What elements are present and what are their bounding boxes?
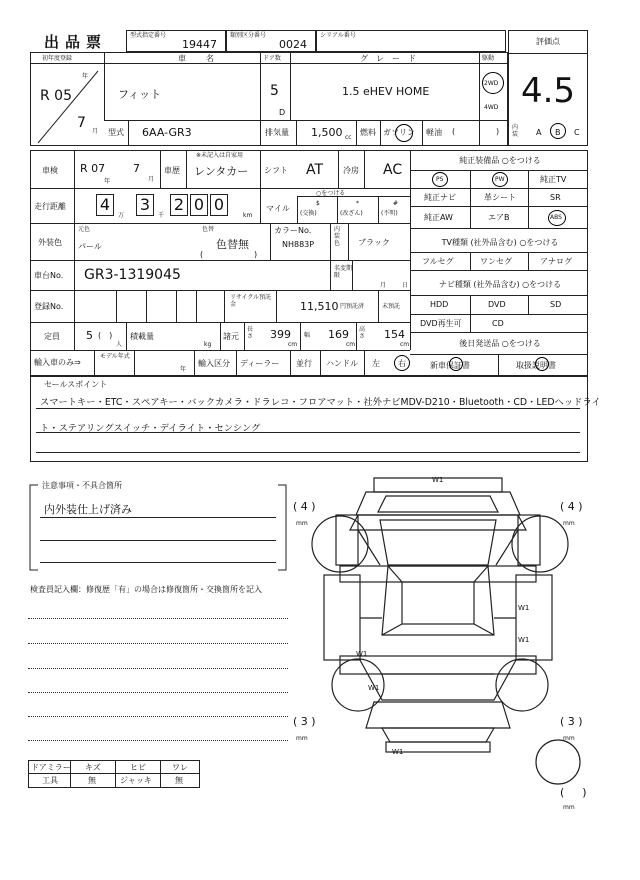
capacity-label: 定員	[44, 332, 60, 341]
sym-exch: $	[316, 200, 320, 207]
displacement: 1,500	[311, 126, 343, 139]
mark-2: W1	[518, 604, 530, 612]
sym-kaizan: *	[356, 200, 359, 207]
mark-6: W1	[392, 748, 404, 756]
ninsho-value: 19447	[182, 38, 217, 51]
drive-2wd: 2WD	[484, 80, 499, 87]
later-1: 新車保証書	[430, 361, 470, 370]
dealer: ディーラー	[240, 359, 280, 368]
chassis: GR3-1319045	[84, 267, 181, 283]
interior-color-label: 内装色	[334, 226, 341, 247]
capacity-unit: 人	[116, 341, 123, 348]
tire-rr-unit: mm	[563, 735, 575, 742]
mileage-km: km	[243, 212, 253, 219]
tire-spare: ( )	[560, 786, 587, 799]
iro-paren: (	[200, 250, 204, 259]
fuel-label: 燃料	[360, 128, 376, 137]
later-circle-2	[535, 357, 549, 371]
shaken-year: 年	[104, 178, 111, 185]
chassis-label: 車台No.	[34, 271, 64, 280]
door-d: D	[279, 108, 286, 117]
car-name: フィット	[118, 88, 162, 101]
usage-label: 車歴	[164, 166, 180, 175]
navi-2: DVD	[488, 300, 506, 309]
loading-label: 積載量	[130, 332, 154, 341]
mark-1: W1	[432, 476, 444, 484]
model-label: 型式	[108, 128, 124, 137]
navi-label: ナビ種類 (社外品含む) ○をつける	[438, 280, 562, 289]
model: 6AA-GR3	[142, 126, 192, 139]
first-reg-year-unit: 年	[82, 73, 89, 80]
doors-label: ドア数	[263, 55, 281, 62]
mark-3: W1	[518, 636, 530, 644]
page-title: 出品票	[44, 33, 108, 51]
equip-label: 純正装備品 ○をつける	[459, 156, 541, 165]
handle-left: 左	[372, 359, 380, 368]
sales-line-1: スマートキー・ETC・スペアキー・バックカメラ・ドラレコ・フロアマット・社外ナビMDV-D210・Bluetooth・CD・LEDヘッドライ	[40, 397, 601, 408]
mileage-man: 万	[118, 212, 125, 219]
shaken-era: R 07	[80, 162, 106, 175]
car-diagram	[290, 470, 590, 810]
mileage-label: 走行距離	[34, 202, 66, 211]
tire-rl-unit: mm	[296, 735, 308, 742]
later-2: 取扱説明書	[516, 361, 556, 370]
mileage-sen: 千	[158, 212, 165, 219]
doors: 5	[270, 83, 279, 99]
iro-paren-close: )	[254, 250, 258, 259]
interior-b: B	[555, 128, 561, 137]
wid-label: 幅	[304, 332, 311, 339]
equip-8: エアB	[488, 213, 510, 222]
usage-note: ※未記入は自家用	[196, 152, 244, 159]
len-label: 長さ	[247, 326, 254, 340]
handle-right: 右	[398, 359, 406, 368]
equip-1: PS	[436, 176, 444, 183]
later-circle-1	[449, 357, 463, 371]
equip-9: ABS	[550, 214, 562, 221]
interior-label: 内装	[512, 124, 519, 138]
recycle-label: リサイクル預託金	[230, 294, 272, 308]
mark-label: ○をつける	[316, 190, 346, 197]
height-unit: cm	[400, 341, 410, 348]
equip-3: 純正TV	[540, 175, 567, 184]
cooler-label: 冷房	[343, 166, 359, 175]
other-fuel-paren-close: )	[496, 127, 500, 136]
colorno-label: カラーNo.	[274, 226, 312, 235]
tire-rr: ( 3 )	[560, 715, 583, 728]
height: 154	[384, 328, 405, 341]
other-fuel-paren: (	[452, 127, 456, 136]
meigi-day: 日	[402, 282, 409, 289]
shaken-label: 車検	[42, 166, 58, 175]
cooler: AC	[383, 162, 403, 178]
drive-4wd: 4WD	[484, 104, 499, 111]
notes-bracket	[28, 480, 288, 575]
parts-header-2: キズ	[85, 763, 101, 772]
import-kubun-label: 輸入区分	[198, 359, 230, 368]
recycle-value: 11,510	[300, 300, 339, 313]
navi-3: SD	[550, 300, 562, 309]
equip-4: 純正ナビ	[424, 193, 456, 202]
regno-label: 登録No.	[34, 302, 64, 311]
navi-1: HDD	[430, 300, 449, 309]
later-label: 後日発送品 ○をつける	[459, 339, 541, 348]
sales-label: セールスポイント	[44, 380, 108, 389]
shift-label: シフト	[264, 166, 288, 175]
first-reg-month-unit: 月	[92, 128, 99, 135]
usage: レンタカー	[194, 165, 249, 178]
parts-value-3: ジャッキ	[120, 776, 152, 785]
notes-text: 内外装仕上げ済み	[44, 503, 132, 516]
notes-label: 注意事項・不具合箇所	[42, 481, 122, 490]
parts-header-3: ヒビ	[130, 763, 146, 772]
mileage-digit-2: 3	[136, 194, 154, 216]
moto-color: パール	[78, 242, 102, 251]
inspector-label: 検査員記入欄：修復歴「有」の場合は修復箇所・交換箇所を記入	[30, 585, 262, 594]
mileage-digit-1: 4	[96, 194, 114, 216]
serial-label: シリアル番号	[320, 32, 356, 39]
mile-label: マイル	[266, 204, 290, 213]
ninsho-box	[126, 30, 226, 52]
grade-label: グ レ ー ド	[360, 54, 416, 63]
mark-4: W1	[356, 650, 368, 658]
equip-7: 純正AW	[424, 213, 453, 222]
unpaid: 未預託	[382, 303, 401, 310]
meigi-label: 名変期限	[334, 265, 353, 279]
model-year-unit: 年	[180, 366, 187, 373]
equip-2: PW	[495, 176, 505, 183]
first-reg-month: 7	[77, 115, 86, 131]
handle-label: ハンドル	[326, 359, 358, 368]
shaken-month: 7	[133, 162, 140, 175]
length-unit: cm	[288, 341, 298, 348]
interior-color: ブラック	[358, 238, 390, 247]
tv-1: フルセグ	[422, 257, 454, 266]
tv-3: アナログ	[540, 257, 572, 266]
interior-a: A	[536, 128, 542, 137]
tire-rl: ( 3 )	[293, 715, 316, 728]
model-year-label: モデル年式	[100, 353, 130, 360]
grade: 1.5 eHEV HOME	[342, 85, 430, 98]
serial-box	[316, 30, 506, 52]
fuel-circle	[395, 124, 413, 142]
mileage-digit-3: 2	[170, 194, 188, 216]
moto-label: 元色	[78, 226, 91, 233]
iro-value: 色替無	[216, 238, 249, 251]
interior-c: C	[574, 128, 580, 137]
parts-value-2: 無	[88, 776, 96, 785]
parts-header-4: ワレ	[172, 763, 188, 772]
length: 399	[270, 328, 291, 341]
shift: AT	[306, 162, 324, 178]
width: 169	[328, 328, 349, 341]
ruibetsu-label: 類別区分番号	[230, 32, 267, 39]
equip-6: SR	[550, 193, 561, 202]
ruibetsu-value: 0024	[279, 38, 307, 51]
tire-fr-unit: mm	[563, 520, 575, 527]
tv-label: TV種類 (社外品含む) ○をつける	[441, 238, 559, 247]
equip-5: 革シート	[484, 193, 516, 202]
capacity: 5	[86, 329, 93, 342]
handle-circle	[394, 355, 410, 371]
tire-fl-unit: mm	[296, 520, 308, 527]
fumei: (不明)	[381, 210, 398, 217]
colorno: NH883P	[282, 240, 315, 249]
sales-block	[30, 376, 588, 462]
mileage-digit-4: 0	[190, 194, 208, 216]
light-oil: 軽油	[426, 128, 442, 137]
import-label: 輸入車のみ⇒	[34, 358, 81, 367]
loading-unit: kg	[204, 341, 212, 348]
capacity-paren: ( )	[98, 331, 113, 340]
width-unit: cm	[346, 341, 356, 348]
tire-fr: ( 4 )	[560, 500, 583, 513]
sales-line-2: ト・ステアリングスイッチ・デイライト・センシング	[40, 423, 261, 434]
exch: (交換)	[300, 210, 317, 217]
first-reg-label: 初年度登録	[42, 55, 73, 62]
tire-fl: ( 4 )	[293, 500, 316, 513]
ruibetsu-box	[226, 30, 316, 52]
parts-header-1: ドアミラー	[31, 763, 71, 772]
parts-value-1: 工具	[42, 776, 58, 785]
iro-label: 色替	[202, 226, 215, 233]
ninsho-label: 型式指定番号	[130, 32, 167, 39]
shaken-month-unit: 月	[148, 176, 155, 183]
parts-value-4: 無	[175, 776, 183, 785]
navi-4: DVD再生可	[420, 319, 462, 328]
displacement-unit: cc	[345, 134, 352, 141]
first-reg-era: R 05	[40, 88, 72, 104]
tv-2: ワンセグ	[480, 257, 512, 266]
recycle-unit: 円預託済	[340, 303, 365, 310]
meigi-month: 月	[380, 282, 387, 289]
navi-5: CD	[492, 319, 504, 328]
kaizan: (改ざん)	[340, 210, 363, 217]
fuel: ガソリン	[383, 128, 415, 137]
displacement-label: 排気量	[265, 128, 289, 137]
hyoka-value: 4.5	[520, 71, 576, 111]
mark-5: W1	[368, 684, 380, 692]
dims-label: 諸元	[223, 332, 239, 341]
parallel: 並行	[296, 359, 312, 368]
drive-label: 駆動	[482, 55, 495, 62]
hyoka-label: 評価点	[536, 37, 560, 46]
mileage-digit-5: 0	[210, 194, 228, 216]
color-label: 外装色	[38, 238, 62, 247]
hei-label: 高さ	[359, 326, 366, 340]
sym-fumei: #	[393, 200, 399, 207]
car-name-label: 車 名	[178, 54, 220, 63]
tire-spare-unit: mm	[563, 804, 575, 811]
